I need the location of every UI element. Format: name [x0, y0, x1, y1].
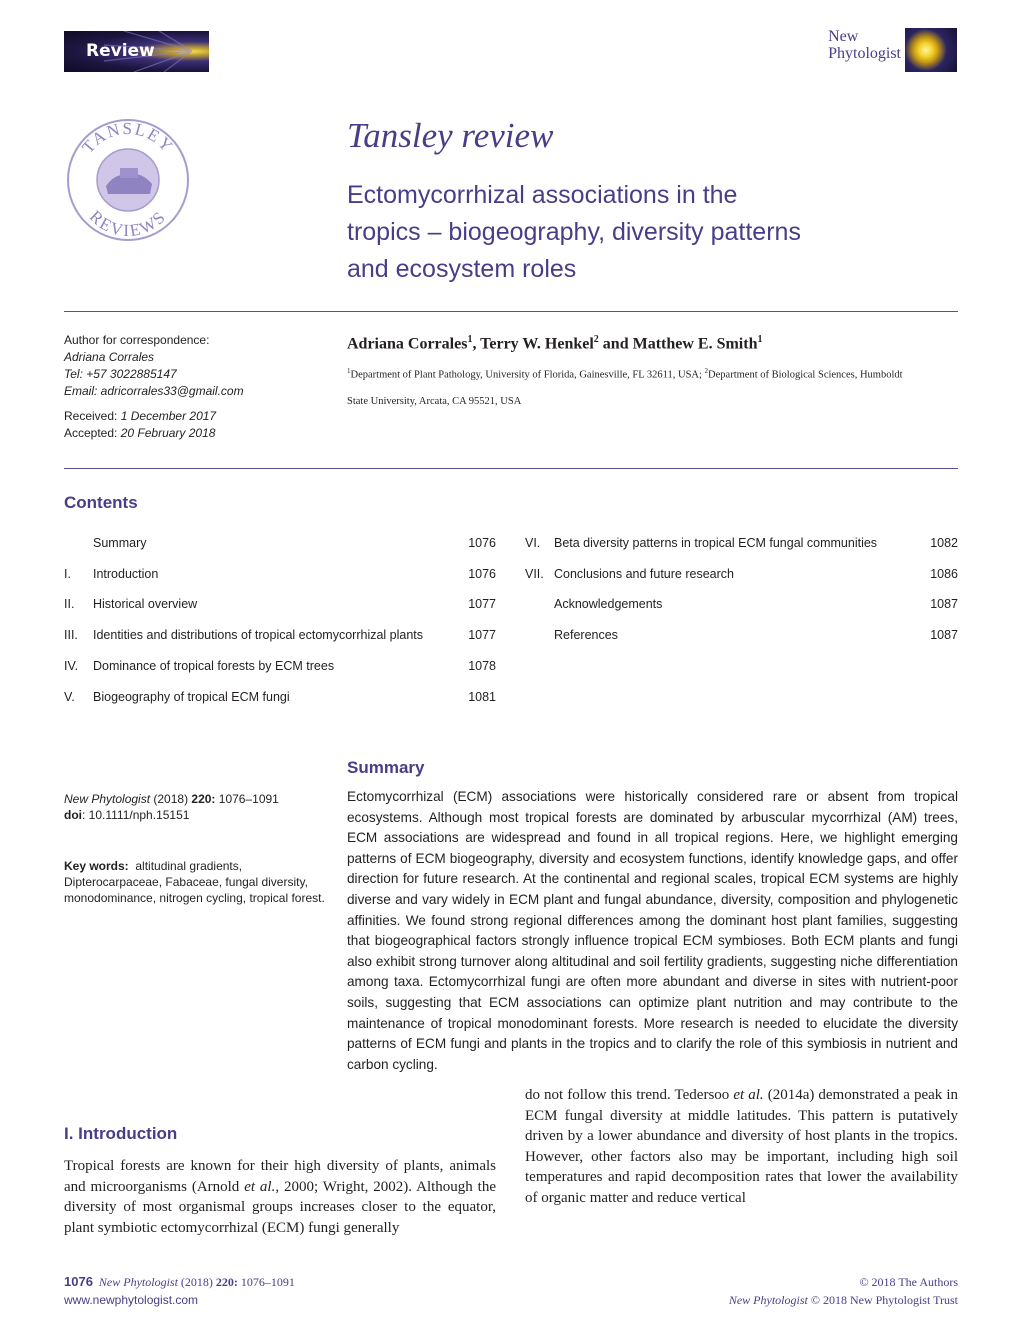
received-label: Received: [64, 409, 118, 423]
footer-copyright-journal: New Phytologist [728, 1293, 808, 1307]
toc-entry-page: 1076 [468, 566, 496, 581]
intro-right-etal: et al. [733, 1087, 764, 1103]
toc-entry-number: VI. [525, 536, 541, 550]
page-number: 1076 [64, 1274, 93, 1289]
footer-volume: 220: [215, 1275, 238, 1289]
toc-entry-label: Beta diversity patterns in tropical ECM fungal communities [554, 536, 878, 550]
author-2: Terry W. Henkel [480, 335, 594, 353]
toc-entry[interactable] [64, 690, 496, 710]
footer-right [729, 1273, 958, 1309]
toc-entry-page: 1082 [930, 536, 958, 550]
intro-right-text-2: (2014a) demonstrated a peak in ECM fungal diversity at middle latitudes. This pattern is putatively driven by a lower abundance and diversity of host plants in the tropics. However, other factors also may be important, including high soil temperatures and rapid decomposition rates that lower the availability of organic matter and reduce vertical [525, 1087, 958, 1206]
author-3-sup: 1 [757, 334, 763, 345]
toc-left-column [64, 536, 496, 716]
footer-copyright-1: © 2018 The Authors [859, 1275, 958, 1289]
toc-entry-number: I. [64, 566, 71, 581]
accepted-line [64, 425, 334, 442]
contents-heading: Contents [64, 493, 138, 512]
received-date: 1 December 2017 [120, 409, 217, 423]
journal-logo [817, 28, 957, 74]
correspondence-name: Adriana Corrales [64, 350, 155, 364]
author-2-sup: 2 [593, 334, 599, 345]
toc-right-column [525, 536, 958, 666]
toc-entry-number: II. [64, 597, 75, 612]
toc-entry[interactable] [64, 628, 496, 648]
intro-left-text-2: , 2000; Wright, 2002). Although the diversity of most organismal groups increases closer to the equator, plant symbiotic ectomycorrhizal (ECM) fungi generally [64, 1178, 496, 1236]
toc-entry[interactable] [64, 659, 496, 679]
author-1-sup: 1 [467, 334, 473, 345]
footer-left [64, 1273, 295, 1309]
summary-heading: Summary [347, 758, 425, 777]
author-list [347, 334, 762, 353]
toc-entry-label: Summary [93, 536, 147, 550]
footer-journal: New Phytologist [98, 1275, 178, 1289]
citation-volume: 220: [191, 792, 216, 806]
journal-logo-line1: New [828, 28, 859, 45]
toc-entry-number: V. [64, 689, 75, 704]
affiliation-2-cont: State University, Arcata, CA 95521, USA [347, 395, 522, 407]
journal-logo-line2: Phytologist [828, 45, 901, 62]
toc-entry-number: IV. [64, 658, 79, 673]
divider [64, 468, 958, 469]
affiliation-2: Department of Biological Sciences, Humboldt [708, 369, 903, 381]
keywords-label: Key words: [64, 859, 129, 873]
keywords-text: altitudinal gradients, Dipterocarpaceae, Fabaceae, fungal diversity, monodominance, nitrogen cycling, tropical forest. [64, 859, 325, 905]
toc-entry-page: 1077 [468, 597, 496, 612]
toc-entry[interactable] [525, 628, 958, 648]
intro-left-etal: et al. [244, 1178, 276, 1195]
section-tab-label: Review [86, 41, 155, 61]
toc-entry-label: Dominance of tropical forests by ECM trees [93, 658, 335, 673]
intro-left-column [64, 1156, 496, 1238]
toc-entry-label: Conclusions and future research [554, 566, 734, 581]
article-title [347, 177, 927, 288]
accepted-label: Accepted: [64, 426, 118, 440]
intro-right-text-1: do not follow this trend. Tedersoo [525, 1087, 734, 1103]
intro-left-text-1: Tropical forests are known for their high diversity of plants, animals and microorganisms (Arnold [64, 1158, 496, 1195]
received-line [64, 408, 334, 425]
toc-entry-number: III. [64, 628, 78, 643]
toc-entry[interactable] [525, 567, 958, 587]
toc-entry-page: 1078 [468, 658, 496, 673]
series-title: Tansley review [347, 116, 554, 155]
toc-entry-page: 1087 [930, 597, 958, 612]
tansley-reviews-seal [64, 114, 192, 244]
seal-arc-bottom: REVIEWS [85, 206, 171, 241]
author-sep-2: and [598, 335, 633, 353]
correspondence-block [64, 332, 334, 442]
toc-entry-label: Identities and distributions of tropical ectomycorrhizal plants [93, 628, 424, 643]
toc-entry-page: 1081 [468, 689, 496, 704]
author-sep-1: , [472, 335, 481, 353]
toc-entry[interactable] [64, 567, 496, 587]
toc-entry-label: Biogeography of tropical ECM fungi [93, 689, 290, 704]
accepted-date: 20 February 2018 [120, 426, 216, 440]
citation-block [64, 791, 334, 823]
divider [64, 311, 958, 312]
seal-arc-top: TANSLEY [78, 118, 178, 157]
doi-value[interactable]: : 10.1111/nph.15151 [82, 808, 190, 822]
toc-entry-page: 1077 [468, 628, 496, 643]
introduction-heading: I. Introduction [64, 1124, 178, 1143]
article-title-line2: tropics – biogeography, diversity patterns [347, 218, 801, 246]
toc-entry-page: 1087 [930, 628, 958, 643]
toc-entry-label: Historical overview [93, 597, 198, 612]
affiliation-1: Department of Plant Pathology, University of Florida, Gainesville, FL 32611, USA; [350, 369, 705, 381]
correspondence-email[interactable]: Email: adricorrales33@gmail.com [64, 384, 244, 398]
article-title-line3: and ecosystem roles [347, 255, 577, 283]
author-3: Matthew E. Smith [632, 335, 758, 353]
footer-year: (2018) [177, 1275, 216, 1289]
toc-entry[interactable] [525, 536, 958, 556]
summary-text: Ectomycorrhizal (ECM) associations were historically considered rare or absent from tropical ecosystems. Although most tropical forests are dominated by arbuscular mycorrhizal (AM) trees, ECM associations are widespread and found in all tropical regions. Here, we highlight emerging patterns of ECM biogeography, diversity and ecosystem functions, identify knowledge gaps, and offer direction for future research. At the continental and regional scales, tropical ECM systems are highly diverse and vary widely in ECM plant and fungal abundance, diversity, composition and phylogenetic affinities. We found strong regional differences among the dominant host plant families, suggesting that biogeographical factors strongly influence tropical ECM symbioses. Both ECM plants and fungi also exhibit strong turnover along altitudinal and soil fertility gradients, suggesting niche differentiation among taxa. Ectomycorrhizal fungi are often more abundant and diverse in sites with nutrient-poor soils, suggesting that ECM associations can optimize plant nutrition and may contribute to the maintenance of tropical monodominant forests. More research is needed to elucidate the diversity patterns of ECM fungi and plants in the tropics and to clarify the role of this symbiosis in nutrient and carbon cycling. [347, 789, 958, 1072]
toc-entry-label: Acknowledgements [554, 597, 663, 612]
citation-year: (2018) [150, 792, 192, 806]
keywords-block [64, 858, 336, 906]
correspondence-tel: Tel: +57 3022885147 [64, 367, 177, 381]
toc-entry-number: VII. [525, 566, 544, 581]
toc-entry[interactable] [64, 536, 496, 556]
toc-entry[interactable] [64, 597, 496, 617]
toc-entry-label: References [554, 628, 618, 643]
footer-copyright-2: © 2018 New Phytologist Trust [807, 1293, 958, 1307]
footer-pages: 1076–1091 [237, 1275, 295, 1289]
affil-2-sup: 2 [704, 367, 709, 375]
toc-entry-label: Introduction [93, 566, 159, 581]
correspondence-label: Author for correspondence: [64, 333, 210, 347]
toc-entry[interactable] [525, 597, 958, 617]
toc-entry-page: 1076 [468, 536, 496, 550]
citation-pages: 1076–1091 [215, 792, 279, 806]
affil-1-sup: 1 [347, 367, 351, 375]
author-1: Adriana Corrales [347, 335, 468, 353]
intro-right-column [525, 1085, 958, 1209]
doi-label: doi [64, 808, 82, 822]
footer-website-link[interactable]: www.newphytologist.com [64, 1293, 199, 1307]
article-title-line1: Ectomycorrhizal associations in the [347, 181, 738, 209]
toc-entry-page: 1086 [930, 566, 958, 581]
sunburst-logo-icon [905, 28, 957, 72]
citation-journal: New Phytologist [64, 792, 151, 806]
affiliations [347, 362, 959, 411]
section-tab [64, 31, 209, 72]
